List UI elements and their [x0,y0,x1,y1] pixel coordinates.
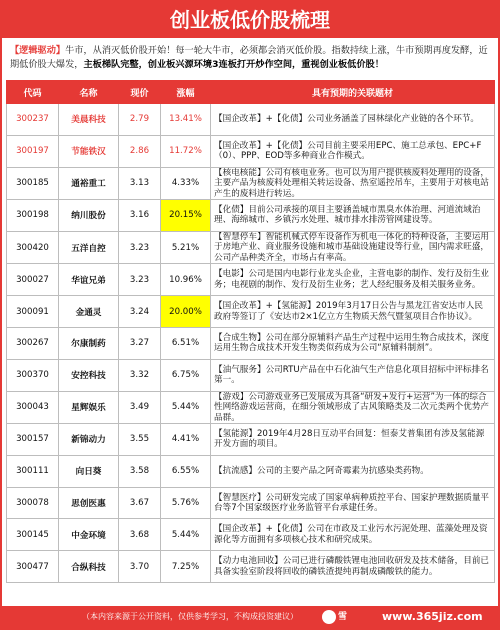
cell-change: 13.41% [161,104,211,136]
cell-code: 300237 [7,104,59,136]
cell-name: 五洋自控 [59,231,119,264]
cell-price: 3.68 [119,519,161,551]
table-row [7,135,495,167]
cell-name: 合纵科技 [59,551,119,583]
cell-theme: 【国企改革】+【氢能源】2019年3月17日公告与黑龙江省安达市人民政府等签订了《安达市2×1亿立方生物质天然气暨氢项目合作协议》。 [211,296,495,328]
page-title: 创业板低价股梳理 [2,2,498,38]
header-change: 涨幅 [161,81,211,104]
cell-code: 300157 [7,424,59,456]
watermark-url: www.365jiz.com [382,610,483,623]
table-row [7,455,495,487]
snowball-logo-icon [322,610,336,624]
table-row [7,264,495,296]
cell-theme: 【核电核能】公司有核电业务。也可以为用户提供核废料处理用的设备，主要产品为核废料处理相关转运设备、热室遥控吊车，主要用于对核电站产生的废料进行转运。 [211,167,495,200]
cell-price: 3.32 [119,359,161,391]
cell-theme: 【氢能源】2019年4月28日互动平台回复：恒泰艾普集团有涉及氢能源开发方面的项目。 [211,424,495,456]
cell-theme: 【抗流感】公司的主要产品之阿奇霉素为抗感染类药物。 [211,455,495,487]
cell-theme: 【游戏】公司游戏业务已发展成为具备“研发+发行+运营”为一体的综合性网络游戏运营商，在细分领域形成了古风策略类及二次元类两个优势产品群。 [211,391,495,424]
cell-price: 3.23 [119,231,161,264]
cell-price: 2.86 [119,135,161,167]
cell-change: 5.44% [161,519,211,551]
intro-text: 牛市，从消灭低价股开始！每一轮大牛市，必须都会消灭低价股。指数持续上涨，牛市预期再度发酵，近期低价股大爆发， [10,45,488,70]
cell-theme: 【电影】公司是国内电影行业龙头企业，主营电影的制作、发行及衍生业务；电视剧的制作、发行及衍生业务；艺人经纪服务及相关服务业务。 [211,264,495,296]
cell-change: 10.96% [161,264,211,296]
cell-code: 300111 [7,455,59,487]
cell-code: 300185 [7,167,59,200]
cell-change: 6.75% [161,359,211,391]
cell-theme: 【国企改革】+【化债】公司业务涵盖了园林绿化产业链的各个环节。 [211,104,495,136]
cell-change: 4.41% [161,424,211,456]
cell-name: 纳川股份 [59,200,119,232]
footer-bar [2,606,498,628]
cell-name: 新锦动力 [59,424,119,456]
cell-code: 300370 [7,359,59,391]
table-row [7,296,495,328]
table-row [7,200,495,232]
table-row [7,104,495,136]
cell-code: 300267 [7,327,59,359]
table-row [7,231,495,264]
cell-change: 5.44% [161,391,211,424]
cell-name: 华谊兄弟 [59,264,119,296]
cell-name: 星辉娱乐 [59,391,119,424]
cell-code: 300477 [7,551,59,583]
cell-change: 5.21% [161,231,211,264]
intro-paragraph [10,44,490,72]
table-row [7,424,495,456]
table-row [7,167,495,200]
cell-code: 300197 [7,135,59,167]
table-row [7,551,495,583]
cell-theme: 【智慧医疗】公司研发完成了国家单病种质控平台、国家护理数据质量平台等7个国家级医疗业务监管平台承建任务。 [211,487,495,519]
cell-name: 通裕重工 [59,167,119,200]
cell-name: 尔康制药 [59,327,119,359]
cell-code: 300091 [7,296,59,328]
cell-price: 3.67 [119,487,161,519]
header-price: 现价 [119,81,161,104]
cell-code: 300043 [7,391,59,424]
cell-price: 3.23 [119,264,161,296]
cell-name: 安控科技 [59,359,119,391]
table-body [7,104,495,583]
table-header-row [7,81,495,104]
cell-price: 3.58 [119,455,161,487]
cell-name: 节能铁汉 [59,135,119,167]
cell-change: 6.51% [161,327,211,359]
cell-code: 300078 [7,487,59,519]
cell-theme: 【动力电池回收】公司已进行磷酸铁锂电池回收研发及技术储备，目前已具备实验室阶段将回收的磷铁渣提纯再制成磷酸铁的能力。 [211,551,495,583]
cell-theme: 【油气服务】公司RTU产品在中石化油气生产信息化项目招标中评标排名第一。 [211,359,495,391]
cell-price: 3.13 [119,167,161,200]
cell-price: 3.70 [119,551,161,583]
cell-name: 中金环境 [59,519,119,551]
table-row [7,519,495,551]
cell-price: 3.55 [119,424,161,456]
cell-price: 3.27 [119,327,161,359]
table-row [7,327,495,359]
cell-price: 3.49 [119,391,161,424]
watermark-brand: 雪 [338,612,348,622]
cell-change: 6.55% [161,455,211,487]
stock-table [6,80,495,583]
cell-code: 300420 [7,231,59,264]
intro-highlight: 主板梯队完整，创业板兴源环境3连板打开炒作空间，重视创业板低价股！ [83,59,384,70]
cell-theme: 【化债】目前公司承接的项目主要涵盖城市黑臭水体治理、河道流域治理、海绵城市、乡镇污水处理、城市排水排涝管网建设等。 [211,200,495,232]
cell-code: 300027 [7,264,59,296]
table-row [7,391,495,424]
header-name: 名称 [59,81,119,104]
cell-theme: 【智慧停车】智能机械式停车设备作为机电一体化的特种设备，主要运用于房地产业、商业服务设施和城市基础设施建设等行业，国内需求旺盛，公司产品种类齐全，市场占有率高。 [211,231,495,264]
cell-name: 美晨科技 [59,104,119,136]
cell-theme: 【国企改革】+【化债】公司目前主要采用EPC、施工总承包、EPC+F（0）、PPP、EOD等多种商业合作模式。 [211,135,495,167]
cell-change: 7.25% [161,551,211,583]
cell-change: 20.15% [161,200,211,232]
cell-price: 3.24 [119,296,161,328]
table-row [7,359,495,391]
cell-change: 11.72% [161,135,211,167]
footer-disclaimer: （本内容来源于公开资料，仅供参考学习，不构成投资建议） [82,612,298,621]
cell-theme: 【国企改革】+【化债】公司在市政及工业污水污泥处理、蓝藻处理及资源化等方面拥有多项核心技术和研究成果。 [211,519,495,551]
header-theme: 具有预期的关联题材 [211,81,495,104]
table-row [7,487,495,519]
cell-code: 300198 [7,200,59,232]
cell-code: 300145 [7,519,59,551]
cell-name: 向日葵 [59,455,119,487]
cell-price: 2.79 [119,104,161,136]
header-code: 代码 [7,81,59,104]
cell-change: 20.00% [161,296,211,328]
cell-name: 思创医惠 [59,487,119,519]
cell-theme: 【合成生物】公司在部分原辅料产品生产过程中运用生物合成技术，深度运用生物合成技术开发生物类似药成为公司“原辅料制剂”。 [211,327,495,359]
cell-name: 金通灵 [59,296,119,328]
cell-change: 4.33% [161,167,211,200]
cell-price: 3.16 [119,200,161,232]
intro-tag: 【逻辑驱动】 [10,45,66,56]
cell-change: 5.76% [161,487,211,519]
